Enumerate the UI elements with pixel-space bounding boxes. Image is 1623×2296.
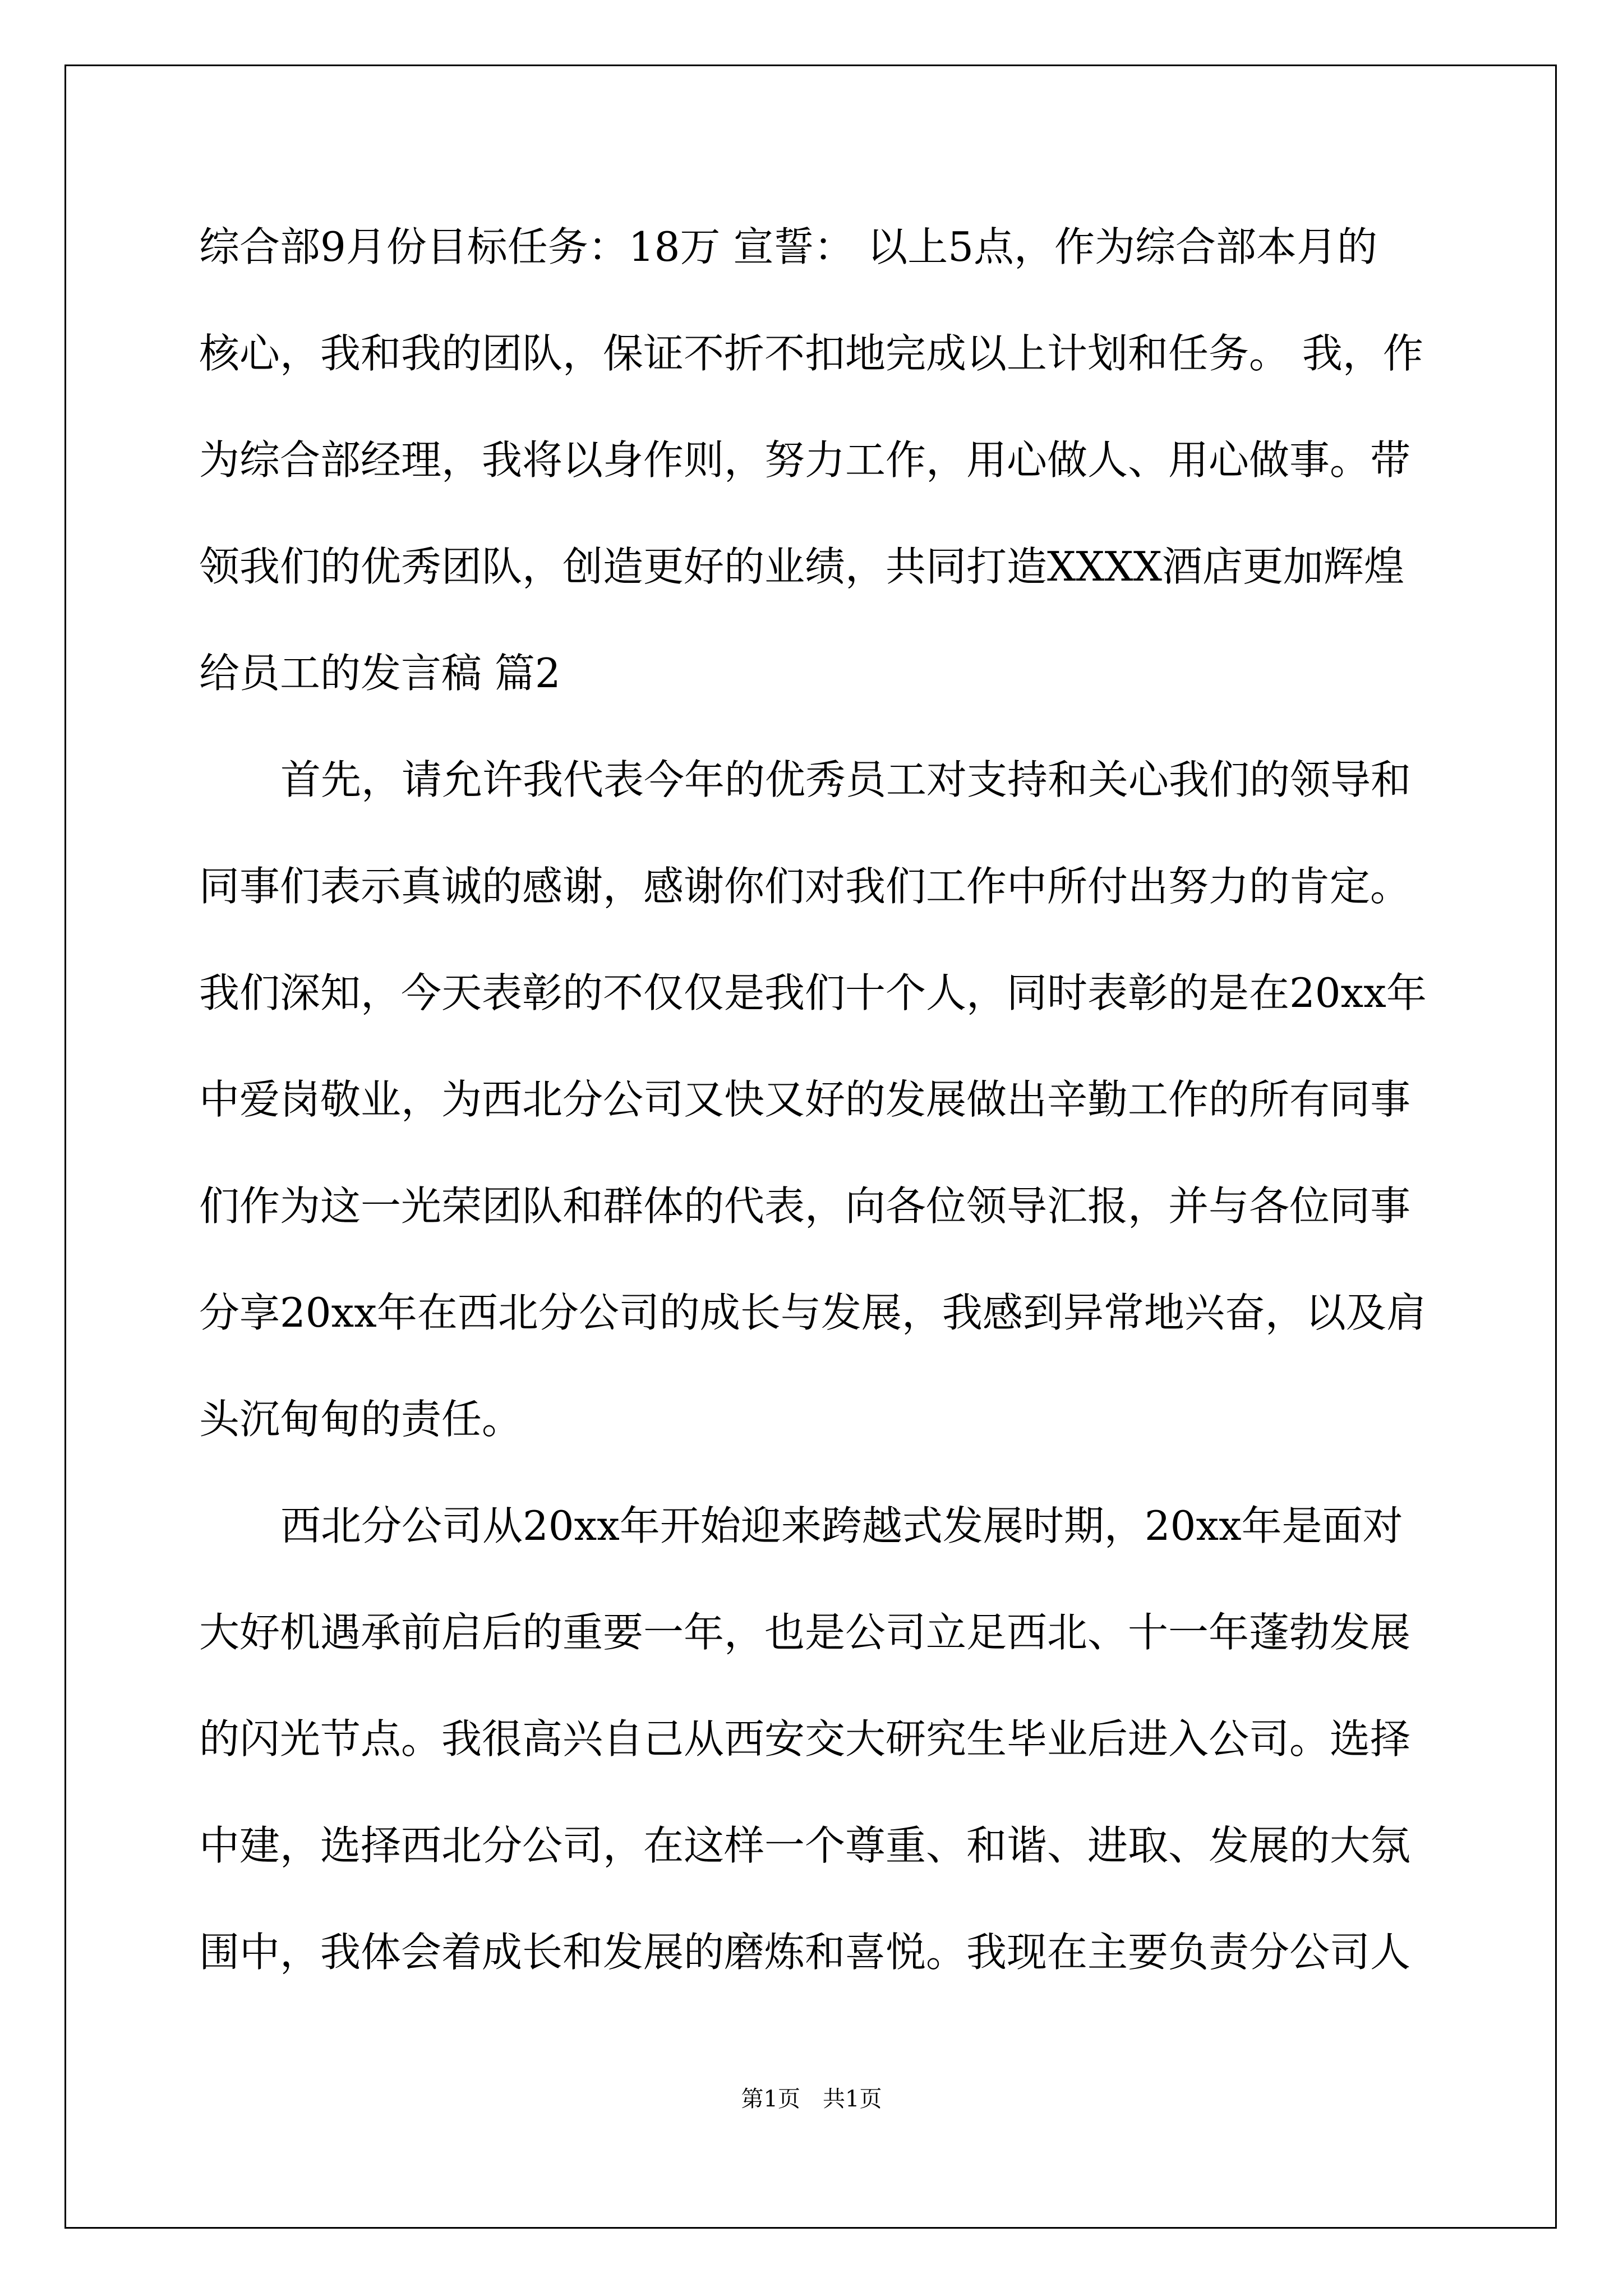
text-line: 的闪光节点。我很高兴自己从西安交大研究生毕业后进入公司。选择 <box>199 1715 1411 1763</box>
text-line: 西北分公司从20xx年开始迎来跨越式发展时期，20xx年是面对 <box>280 1502 1403 1549</box>
text-line: 大好机遇承前启后的重要一年，也是公司立足西北、十一年蓬勃发展 <box>199 1609 1411 1656</box>
text-line: 领我们的优秀团队，创造更好的业绩，共同打造XXXX酒店更加辉煌 <box>199 543 1405 590</box>
text-line: 们作为这一光荣团队和群体的代表，向各位领导汇报，并与各位同事 <box>199 1182 1411 1230</box>
text-line: 综合部9月份目标任务：18万 宣誓： 以上5点，作为综合部本月的 <box>199 223 1378 270</box>
text-line: 我们深知，今天表彰的不仅仅是我们十个人，同时表彰的是在20xx年 <box>199 969 1427 1016</box>
text-line: 中爱岗敬业，为西北分公司又快又好的发展做出辛勤工作的所有同事 <box>199 1076 1411 1123</box>
text-line: 中建，选择西北分公司，在这样一个尊重、和谐、进取、发展的大氛 <box>199 1822 1411 1869</box>
section-heading: 给员工的发言稿 篇2 <box>199 650 561 697</box>
text-line: 围中，我体会着成长和发展的磨炼和喜悦。我现在主要负责分公司人 <box>199 1929 1411 1976</box>
text-line: 为综合部经理，我将以身作则，努力工作，用心做人、用心做事。带 <box>199 436 1411 484</box>
text-line: 核心，我和我的团队，保证不折不扣地完成以上计划和任务。 我，作 <box>199 330 1423 377</box>
text-line: 同事们表示真诚的感谢，感谢你们对我们工作中所付出努力的肯定。 <box>199 863 1411 910</box>
text-line: 首先，请允许我代表今年的优秀员工对支持和关心我们的领导和 <box>280 756 1412 803</box>
page-border <box>64 65 1557 2229</box>
text-line: 分享20xx年在西北分公司的成长与发展，我感到异常地兴奋，以及肩 <box>199 1289 1427 1336</box>
text-line: 头沉甸甸的责任。 <box>199 1396 523 1443</box>
page-footer: 第1页 共1页 <box>741 2086 882 2112</box>
